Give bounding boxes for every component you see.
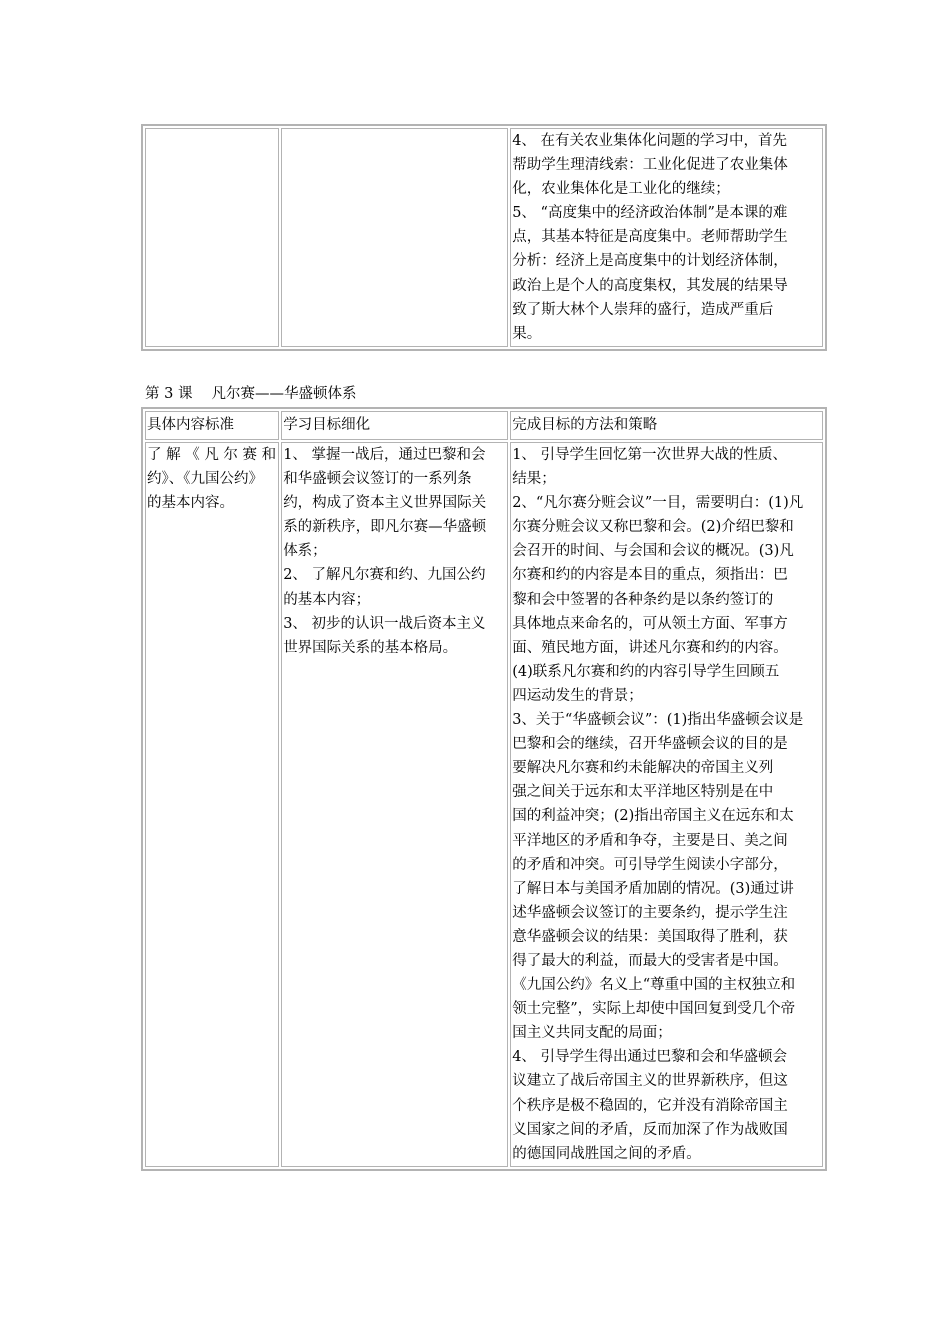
text-line: 约》、《九国公约》 (147, 471, 263, 488)
text-line: 的基本内容。 (147, 495, 234, 512)
text-line: 国主义共同支配的局面； (512, 1025, 672, 1042)
content-standard-cell (145, 442, 279, 1167)
text-line: 了解日本与美国矛盾加剧的情况。(3)通过讲 (512, 880, 794, 897)
text-line: 尔赛分赃会议又称巴黎和会。(2)介绍巴黎和 (512, 519, 794, 536)
text-line: 尔赛和约的内容是本目的重点，须指出：巴 (512, 567, 788, 584)
learning-objectives-cell (281, 442, 508, 1167)
column-header: 具体内容标准 (145, 411, 279, 440)
text-line: 4、 在有关农业集体化问题的学习中，首先 (512, 133, 788, 149)
text-line: 化，农业集体化是工业化的继续； (512, 181, 730, 198)
text-line: 约，构成了资本主义世界国际关 (283, 495, 487, 512)
text-line: 3、关于“华盛顿会议”：(1)指出华盛顿会议是 (512, 712, 804, 729)
text-line: 分析：经济上是高度集中的计划经济体制， (512, 253, 788, 270)
text-line: 得了最大的利益，而最大的受害者是中国。 (512, 952, 788, 969)
text-line: 2、 了解凡尔赛和约、九国公约 (283, 567, 486, 584)
text-line: 具体地点来命名的，可从领土方面、军事方 (512, 615, 788, 632)
text-line: 意华盛顿会议的结果：美国取得了胜利，获 (512, 928, 788, 945)
text-line: 2、“凡尔赛分赃会议”一目，需要明白：(1)凡 (512, 495, 804, 512)
text-line: 4、 引导学生得出通过巴黎和会和华盛顿会 (512, 1049, 788, 1066)
column-header: 完成目标的方法和策略 (510, 411, 823, 440)
previous-lesson-table (141, 124, 827, 351)
text-line: 《九国公约》名义上“尊重中国的主权独立和 (512, 977, 796, 994)
text-line: 领土完整”，实际上却使中国回复到受几个帝 (512, 1001, 796, 1018)
content-standard-cell (145, 128, 279, 347)
text-line: 个秩序是极不稳固的，它并没有消除帝国主 (512, 1097, 788, 1114)
text-line: 述华盛顿会议签订的主要条约，提示学生注 (512, 904, 788, 921)
text-line: 议建立了战后帝国主义的世界新秩序，但这 (512, 1073, 788, 1090)
table-row (145, 442, 823, 1167)
text-line: 巴黎和会的继续，召开华盛顿会议的目的是 (512, 736, 788, 753)
text-line: 的德国同战胜国之间的矛盾。 (512, 1145, 701, 1162)
table-header-row (145, 411, 823, 440)
lesson-title: 第 3 课 凡尔赛——华盛顿体系 (145, 386, 357, 402)
text-line: 果。 (512, 325, 542, 342)
text-line: 要解决凡尔赛和约未能解决的帝国主义列 (512, 760, 774, 777)
text-line: 点，其基本特征是高度集中。老师帮助学生 (512, 229, 788, 246)
text-line: 帮助学生理清线索：工业化促进了农业集体 (512, 157, 788, 174)
methods-strategies-cell (510, 128, 823, 347)
text-line: 强之间关于远东和太平洋地区特别是在中 (512, 784, 774, 801)
text-line: 系的新秩序，即凡尔赛—华盛顿 (283, 519, 487, 536)
text-line: 国的利益冲突；(2)指出帝国主义在远东和太 (512, 808, 794, 825)
table-row (145, 128, 823, 347)
lesson-3-table (141, 407, 827, 1171)
text-line: 的基本内容； (283, 591, 371, 608)
text-line: 结果； (512, 471, 556, 488)
text-line: 世界国际关系的基本格局。 (283, 639, 458, 656)
methods-strategies-cell (510, 442, 823, 1167)
learning-objectives-cell (281, 128, 508, 347)
text-line: 平洋地区的矛盾和争夺，主要是日、美之间 (512, 832, 788, 849)
text-line: 义国家之间的矛盾，反而加深了作为战败国 (512, 1121, 788, 1138)
text-line: 5、 “高度集中的经济政治体制”是本课的难 (512, 205, 788, 222)
text-line: 致了斯大林个人崇拜的盛行，造成严重后 (512, 301, 774, 318)
text-line: 和华盛顿会议签订的一系列条 (283, 471, 472, 488)
text-line: 3、 初步的认识一战后资本主义 (283, 615, 486, 632)
text-line: 黎和会中签署的各种条约是以条约签订的 (512, 591, 774, 608)
text-line: 会召开的时间、与会国和会议的概况。(3)凡 (512, 543, 794, 560)
text-line: 1、 掌握一战后，通过巴黎和会 (283, 447, 486, 463)
text-line: 1、 引导学生回忆第一次世界大战的性质、 (512, 447, 788, 463)
text-line: 的矛盾和冲突。可引导学生阅读小字部分， (512, 856, 788, 873)
text-line: 政治上是个人的高度集权，其发展的结果导 (512, 277, 788, 294)
text-line: 了 解 《 凡 尔 赛 和 (147, 447, 277, 463)
text-line: (4)联系凡尔赛和约的内容引导学生回顾五 (512, 663, 780, 680)
text-line: 体系； (283, 543, 327, 560)
text-line: 四运动发生的背景； (512, 687, 643, 704)
column-header: 学习目标细化 (281, 411, 508, 440)
text-line: 面、殖民地方面，讲述凡尔赛和约的内容。 (512, 639, 788, 656)
